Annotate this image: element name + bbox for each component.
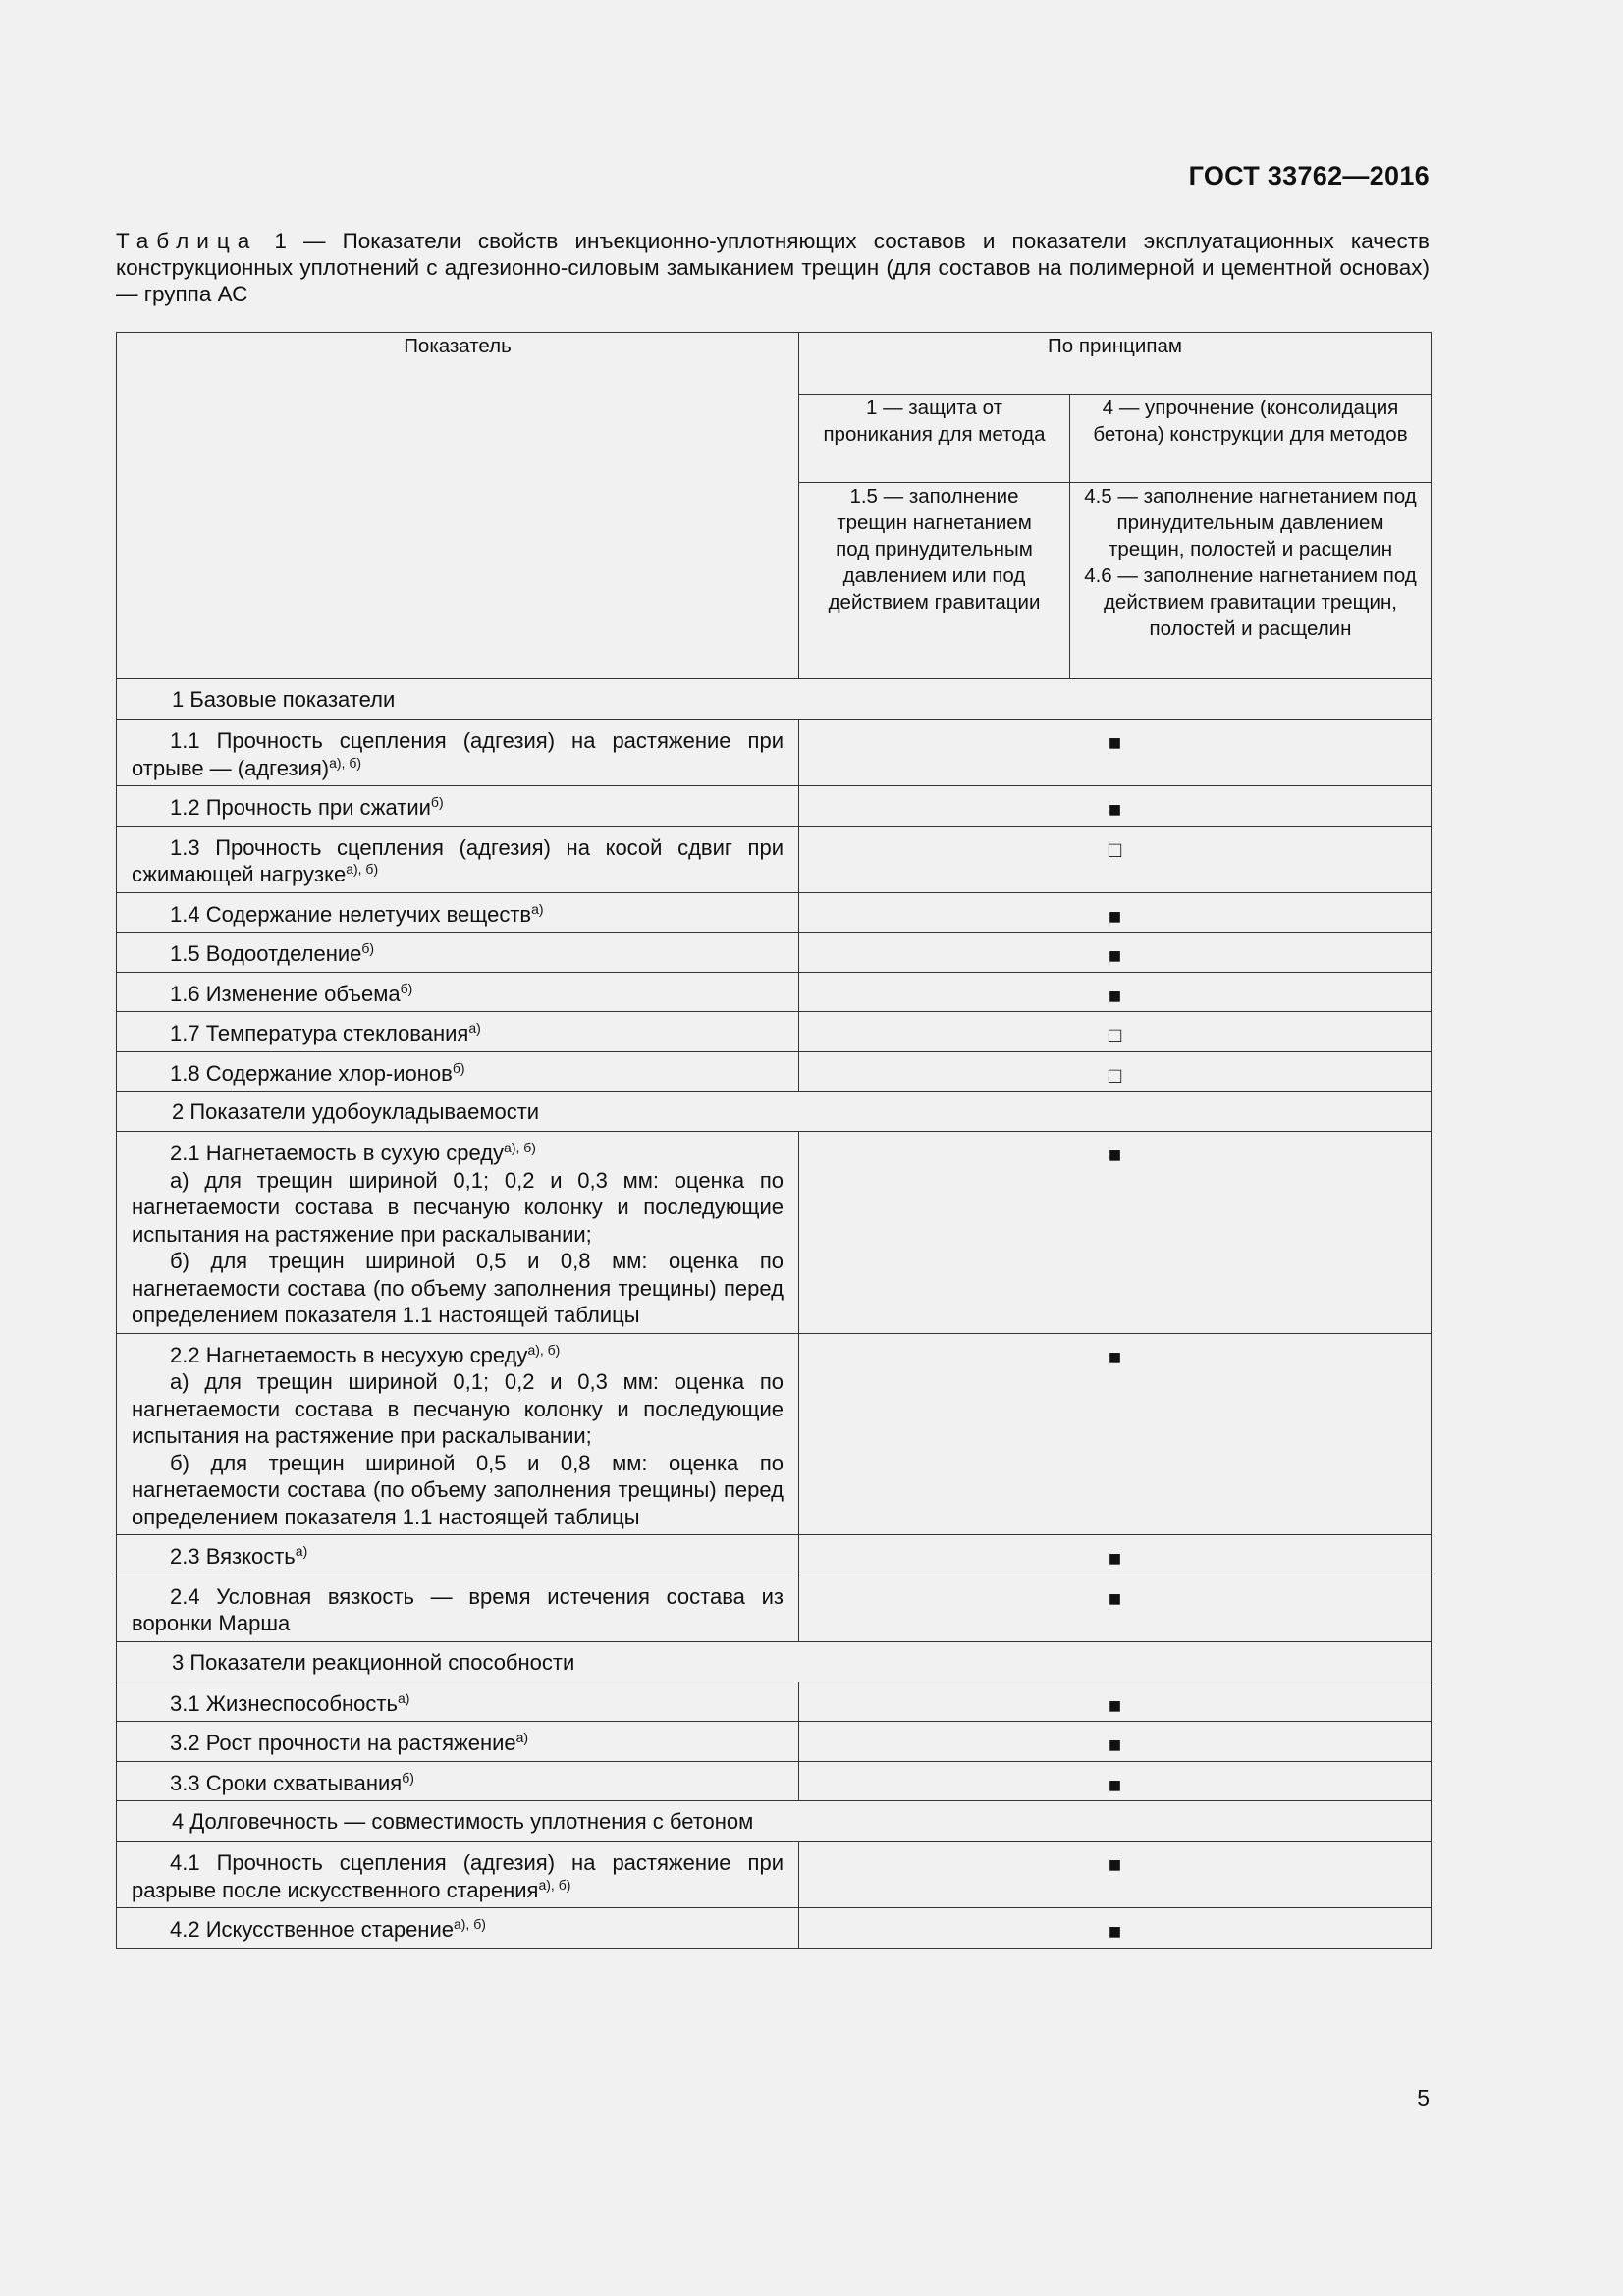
filled-square-icon: ■ bbox=[799, 1132, 1432, 1334]
footnote-ref: а) bbox=[468, 1020, 481, 1036]
method-4-6: 4.6 — заполнение нагнетанием под действием гравитации трещин, полостей и расщелин bbox=[1084, 564, 1417, 640]
indicator-cell bbox=[117, 786, 799, 827]
footnote-ref: а) bbox=[515, 1730, 529, 1745]
indicator-text: 1.1 Прочность сцепления (адгезия) на растяжение при отрыве — (адгезия) bbox=[132, 728, 784, 780]
indicator-cell bbox=[117, 1761, 799, 1801]
indicator-text-line bbox=[132, 1730, 784, 1757]
footnote-ref: б) bbox=[452, 1059, 465, 1076]
footnote-ref: а), б) bbox=[538, 1876, 571, 1893]
method-4-5: 4.5 — заполнение нагнетанием под принудительным давлением трещин, полостей и расщелин bbox=[1084, 485, 1417, 561]
table-row bbox=[117, 1682, 1432, 1722]
footnote-ref: а), б) bbox=[346, 861, 379, 877]
footnote-ref: а), б) bbox=[527, 1341, 561, 1358]
indicator-cell bbox=[117, 826, 799, 892]
section-row bbox=[117, 1801, 1432, 1842]
footnote-ref: б) bbox=[361, 940, 375, 956]
principle-1-header: 1 — защита от проникания для метода bbox=[799, 395, 1070, 483]
principle-4-header: 4 — упрочнение (консолидация бетона) конструкции для методов bbox=[1070, 395, 1432, 483]
empty-square-icon: □ bbox=[799, 826, 1432, 892]
filled-square-icon: ■ bbox=[799, 1682, 1432, 1722]
indicator-text: 2.1 Нагнетаемость в сухую среду bbox=[170, 1141, 505, 1165]
column-header-principles: По принципам bbox=[799, 333, 1432, 395]
indicator-text-line bbox=[132, 1342, 784, 1369]
footnote-ref: а) bbox=[397, 1689, 410, 1706]
table-row bbox=[117, 720, 1432, 786]
table-row bbox=[117, 933, 1432, 973]
table-row bbox=[117, 1575, 1432, 1641]
section-row bbox=[117, 679, 1432, 720]
footnote-ref: б) bbox=[400, 980, 413, 996]
indicator-cell bbox=[117, 1908, 799, 1949]
indicator-text: 1.6 Изменение объема bbox=[170, 981, 401, 1006]
filled-square-icon: ■ bbox=[799, 1535, 1432, 1575]
footnote-ref: а), б) bbox=[453, 1916, 486, 1932]
indicator-text: 2.3 Вязкость bbox=[170, 1544, 296, 1569]
indicator-text-line bbox=[132, 1583, 784, 1637]
filled-square-icon: ■ bbox=[799, 1722, 1432, 1762]
indicator-text-line bbox=[132, 1849, 784, 1903]
table-row bbox=[117, 972, 1432, 1012]
table-row bbox=[117, 1908, 1432, 1949]
table-row bbox=[117, 1722, 1432, 1762]
filled-square-icon: ■ bbox=[799, 720, 1432, 786]
caption-text: — Показатели свойств инъекционно-уплотняющих составов и показатели эксплуатационных качеств конструкционных уплотнений с адгезионно-силовым замыканием трещин (для составов на полимерной и цементной основах) — группа АС bbox=[116, 229, 1430, 306]
indicator-cell bbox=[117, 1333, 799, 1535]
section-title: 2 Показатели удобоукладываемости bbox=[117, 1092, 1432, 1132]
footnote-ref: б) bbox=[402, 1769, 414, 1786]
section-title: 1 Базовые показатели bbox=[117, 679, 1432, 720]
indicator-cell bbox=[117, 1575, 799, 1641]
indicator-subitem: а) для трещин шириной 0,1; 0,2 и 0,3 мм: оценка по нагнетаемости состава в песчаную колонку и последующие испытания на растяжение при раскалывании; bbox=[132, 1369, 784, 1448]
filled-square-icon: ■ bbox=[799, 1333, 1432, 1535]
indicator-text-line bbox=[132, 1916, 784, 1944]
section-title: 3 Показатели реакционной способности bbox=[117, 1641, 1432, 1682]
properties-table bbox=[116, 332, 1432, 1949]
indicator-text: 4.1 Прочность сцепления (адгезия) на растяжение при разрыве после искусственного старения bbox=[132, 1850, 784, 1902]
table-row bbox=[117, 1535, 1432, 1575]
section-row bbox=[117, 1092, 1432, 1132]
filled-square-icon: ■ bbox=[799, 1842, 1432, 1908]
indicator-text: 2.4 Условная вязкость — время истечения состава из воронки Марша bbox=[132, 1583, 784, 1635]
table-row bbox=[117, 1132, 1432, 1334]
table-caption bbox=[116, 228, 1430, 307]
section-title: 4 Долговечность — совместимость уплотнения с бетоном bbox=[117, 1801, 1432, 1842]
table-row bbox=[117, 1761, 1432, 1801]
caption-number: 1 bbox=[274, 229, 287, 253]
indicator-text-line bbox=[132, 727, 784, 781]
indicator-text: 1.4 Содержание нелетучих веществ bbox=[170, 901, 532, 927]
footnote-ref: а) bbox=[531, 900, 544, 917]
indicator-text: 3.2 Рост прочности на растяжение bbox=[170, 1731, 516, 1755]
filled-square-icon: ■ bbox=[799, 892, 1432, 933]
indicator-text-line bbox=[132, 794, 784, 822]
indicator-text-line bbox=[132, 1690, 784, 1718]
indicator-cell bbox=[117, 1682, 799, 1722]
indicator-cell bbox=[117, 720, 799, 786]
filled-square-icon: ■ bbox=[799, 933, 1432, 973]
indicator-subitem: а) для трещин шириной 0,1; 0,2 и 0,3 мм: оценка по нагнетаемости состава в песчаную колонку и последующие испытания на растяжение при раскалывании; bbox=[132, 1167, 784, 1247]
indicator-cell bbox=[117, 1842, 799, 1908]
indicator-text: 1.7 Температура стеклования bbox=[170, 1021, 469, 1045]
page-number: 5 bbox=[1417, 2085, 1430, 2110]
empty-square-icon: □ bbox=[799, 1051, 1432, 1092]
indicator-cell bbox=[117, 933, 799, 973]
footnote-ref: б) bbox=[430, 794, 444, 810]
filled-square-icon: ■ bbox=[799, 1575, 1432, 1641]
filled-square-icon: ■ bbox=[799, 786, 1432, 827]
empty-square-icon: □ bbox=[799, 1012, 1432, 1052]
indicator-subitem: б) для трещин шириной 0,5 и 0,8 мм: оценка по нагнетаемости состава (по объему заполнения трещины) перед определением показателя 1.1 настоящей таблицы bbox=[132, 1450, 784, 1529]
table-row bbox=[117, 1051, 1432, 1092]
section-row bbox=[117, 1641, 1432, 1682]
indicator-text-line bbox=[132, 1770, 784, 1797]
indicator-text: 1.2 Прочность при сжатии bbox=[170, 795, 431, 820]
indicator-text-line bbox=[132, 834, 784, 888]
indicator-text: 4.2 Искусственное старение bbox=[170, 1917, 454, 1942]
indicator-text-line bbox=[132, 1140, 784, 1167]
indicator-subitem: б) для трещин шириной 0,5 и 0,8 мм: оценка по нагнетаемости состава (по объему заполнения трещины) перед определением показателя 1.1 настоящей таблицы bbox=[132, 1249, 784, 1327]
table-row bbox=[117, 786, 1432, 827]
filled-square-icon: ■ bbox=[799, 1908, 1432, 1949]
filled-square-icon: ■ bbox=[799, 1761, 1432, 1801]
table-row bbox=[117, 892, 1432, 933]
indicator-text-line bbox=[132, 1543, 784, 1571]
indicator-text: 1.8 Содержание хлор-ионов bbox=[170, 1060, 453, 1086]
indicator-text: 1.5 Водоотделение bbox=[170, 941, 362, 966]
indicator-cell bbox=[117, 972, 799, 1012]
indicator-text: 3.3 Сроки схватывания bbox=[170, 1770, 403, 1795]
indicator-cell bbox=[117, 892, 799, 933]
indicator-text: 2.2 Нагнетаемость в несухую среду bbox=[170, 1342, 528, 1367]
footnote-ref: а), б) bbox=[329, 754, 362, 771]
indicator-cell bbox=[117, 1722, 799, 1762]
table-row bbox=[117, 1333, 1432, 1535]
indicator-cell bbox=[117, 1535, 799, 1575]
filled-square-icon: ■ bbox=[799, 972, 1432, 1012]
indicator-text: 1.3 Прочность сцепления (адгезия) на косой сдвиг при сжимающей нагрузке bbox=[132, 834, 784, 886]
caption-label: Таблица bbox=[116, 229, 258, 253]
indicator-cell bbox=[117, 1132, 799, 1334]
column-header-indicator: Показатель bbox=[117, 333, 799, 679]
indicator-text-line bbox=[132, 1060, 784, 1088]
standard-number: ГОСТ 33762—2016 bbox=[1188, 161, 1430, 190]
table-row bbox=[117, 1842, 1432, 1908]
indicator-cell bbox=[117, 1051, 799, 1092]
indicator-text-line bbox=[132, 981, 784, 1008]
table-row bbox=[117, 826, 1432, 892]
table-row bbox=[117, 1012, 1432, 1052]
method-4-header bbox=[1070, 483, 1432, 679]
method-1-5-header: 1.5 — заполнение трещин нагнетанием под принудительным давлением или под действием гравитации bbox=[799, 483, 1070, 679]
indicator-text-line bbox=[132, 940, 784, 968]
indicator-text-line bbox=[132, 901, 784, 929]
indicator-text-line bbox=[132, 1020, 784, 1047]
footnote-ref: а) bbox=[295, 1543, 308, 1559]
indicator-text: 3.1 Жизнеспособность bbox=[170, 1690, 398, 1716]
footnote-ref: а), б) bbox=[504, 1140, 536, 1155]
indicator-cell bbox=[117, 1012, 799, 1052]
